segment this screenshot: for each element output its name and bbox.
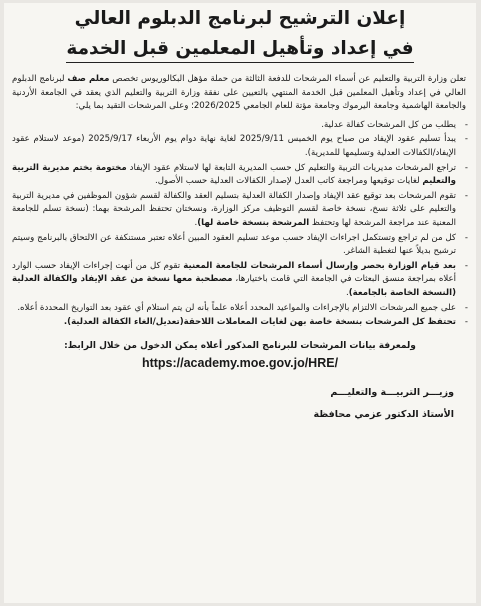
item-text: .	[194, 217, 198, 228]
bullet-dash: -	[464, 134, 468, 145]
item-text: تراجع المرشحات مديريات التربية والتعليم كل حسب المديرية التابعة لها لاستلام عقود الإيفاد	[126, 162, 456, 173]
item-text: .	[346, 287, 349, 298]
list-item	[12, 302, 468, 316]
bullet-dash: -	[464, 162, 468, 173]
registration-link[interactable]: https://academy.moe.gov.jo/HRE/	[141, 355, 339, 370]
item-text: يطلب من كل المرشحات كفالة عدلية.	[321, 119, 456, 130]
link-note: ولمعرفة بيانات المرشحات للبرنامج المذكور أعلاه يمكن الدخول من خلال الرابط:	[64, 340, 416, 351]
list-item	[12, 232, 468, 259]
bullet-dash: -	[464, 190, 468, 201]
item-text: تقوم المرشحات بعد توقيع عقد الإيفاد وإصدار الكفالة العدلية بتسليم العقد والكفالة لقسم شؤون الموظفين في مديرية التربية والتعليم على ثلاثة نسخ، نسخة خاصة لقسم التوظيف مركز الوزارة، ونسختان تحتفظ المرشحة بهما: (نسخة تسلم للجامعة المعنية عند مراجعة المرشحة لها وتحتفظ	[12, 190, 456, 228]
item-text: يبدأ تسليم عقود الإيفاد من صباح يوم الخميس 2025/9/11 لغاية نهاية دوام يوم الأربعاء 2025/9/17 (موعد لاستلام عقود الإيفاد/الكفالات العدلية وتسليمها للمديرية).	[12, 134, 457, 158]
list-item	[12, 316, 468, 330]
intro-text-1: تعلن وزارة التربية والتعليم عن أسماء المرشحات للدفعة الثالثة من حملة مؤهل البكالوريوس تخصص	[109, 74, 466, 84]
bullet-dash: -	[464, 119, 468, 130]
announcement-header	[4, 6, 476, 63]
title-line-1: إعلان الترشيح لبرنامج الدبلوم العالي	[74, 8, 406, 29]
bullet-dash: -	[464, 317, 468, 328]
item-bold-text: تحتفظ كل المرشحات بنسخة خاصة بهن لغايات المعاملات اللاحقة(تعديل/الغاء الكفالة العدلية).	[63, 317, 456, 328]
list-item	[12, 119, 468, 133]
intro-paragraph	[12, 73, 466, 114]
item-text: لغايات توقيعها ومراجعة كاتب العدل لإصدار الكفالات العدلية حسب الأصول.	[155, 176, 423, 187]
item-bold-text: المرشحة بنسخة خاصة لها)	[197, 217, 310, 228]
item-bold-text: مصطحبة معها نسخة من عقد الإيفاد والكفالة العدلية (النسخة الخاصة بالجامعة)	[12, 274, 456, 298]
list-item	[12, 162, 468, 189]
instructions-list	[12, 119, 468, 330]
intro-text-2: لبرنامج الدبلوم العالي في إعداد وتأهيل المعلمين قبل الخدمة المنتهي بالتعيين على نفقة وزارة التربية والتعليم الذي يعقد في الجامعة الأردنية والجامعة الهاشمية وجامعة اليرموك وجامعة مؤتة للعام الجامعي 2026/2025؛ وعلى المرشحات التقيد بما يلي:	[12, 74, 466, 112]
item-bold-text: بعد قيام الوزارة بحصر وإرسال أسماء المرشحات للجامعة المعنية	[183, 260, 456, 271]
item-text: كل من لم تراجع وتستكمل اجراءات الإيفاد حسب موعد تسليم العقود المبين أعلاه تعتبر مستنكفة عن الالتحاق بالبرنامج وسيتم ترشيح بديلاً عنها لتغطية الشاغر.	[12, 232, 456, 257]
list-item	[12, 133, 468, 160]
signature-block	[4, 386, 454, 422]
item-text: تقوم كل من أنهت إجراءات الإيفاد حسب الوارد أعلاه بمراجعة منسق البعثات في الجامعة التي قامت باختيارها،	[12, 260, 456, 285]
item-text: على جميع المرشحات الالتزام بالإجراءات والمواعيد المحدد أعلاه علماً بأنه لن يتم استلام أي عقود بعد التواريخ المحددة أعلاه.	[17, 302, 456, 313]
list-item	[12, 260, 468, 301]
intro-bold-specialization: معلم صف	[67, 74, 110, 84]
signature-name: الأستاذ الدكتور عزمي محافظة	[313, 408, 454, 420]
bullet-dash: -	[464, 302, 468, 313]
bullet-dash: -	[464, 260, 468, 271]
signature-title: وزيـــر التربيـــة والتعليـــم	[330, 386, 454, 398]
item-bold-text: مختومة بختم مديرية التربية والتعليم	[12, 162, 456, 187]
list-item	[12, 190, 468, 231]
title-line-2: في إعداد وتأهيل المعلمين قبل الخدمة	[66, 35, 413, 63]
bullet-dash: -	[464, 232, 468, 243]
announcement-page	[4, 3, 476, 603]
